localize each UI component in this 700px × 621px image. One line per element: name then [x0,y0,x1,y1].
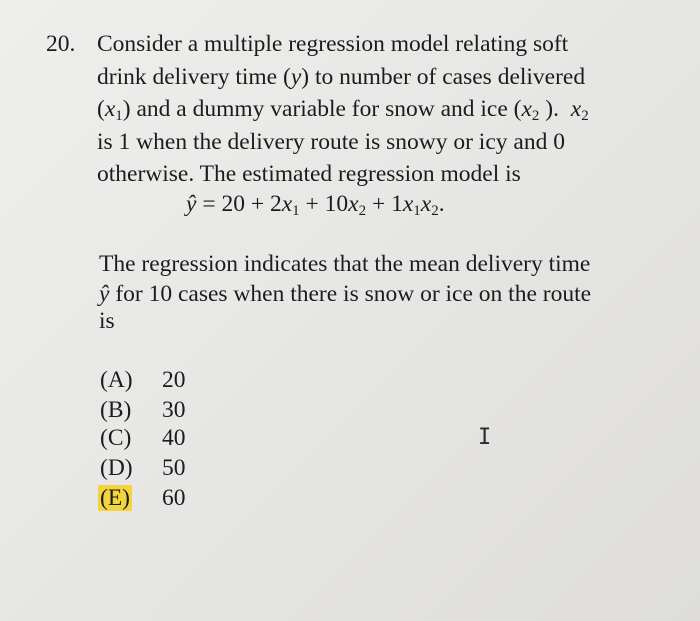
question-line-2: drink delivery time (y) to number of cases delivered [97,64,586,90]
prompt-line-3: is [99,308,115,334]
question-number: 20. [46,31,76,57]
option-letter: (A) [100,367,133,393]
text-cursor-icon: I [478,425,492,450]
prompt-line-2: ŷ for 10 cases when there is snow or ice on the route [99,281,592,307]
option-value: 30 [162,397,186,423]
option-value: 40 [162,425,186,451]
prompt-line-1: The regression indicates that the mean delivery time [99,251,591,277]
option-value: 20 [162,367,186,393]
option-value: 60 [162,485,186,511]
option-c[interactable] [100,424,186,452]
option-d[interactable] [100,454,186,482]
option-letter: (C) [100,425,132,451]
question-line-5: otherwise. The estimated regression model is [97,161,521,187]
option-letter-highlighted [100,484,162,512]
selected-highlight: (E) [100,485,131,511]
question-line-4: is 1 when the delivery route is snowy or icy and 0 [97,129,565,155]
option-e[interactable] [100,484,186,512]
regression-equation: ŷ = $20 + 2x_1 + 10x_2 + 1x_1x_2$. [186,191,445,219]
option-letter: (B) [100,397,132,423]
question-line-3: $(x_1)$ and a dummy variable for snow and ice ($x_2$ ). $x_2$ [97,96,589,124]
question-line-1: Consider a multiple regression model relating soft [97,31,569,57]
option-b[interactable] [100,396,186,424]
option-letter: (D) [100,455,133,481]
option-a[interactable] [100,366,186,394]
option-value: 50 [162,455,186,481]
